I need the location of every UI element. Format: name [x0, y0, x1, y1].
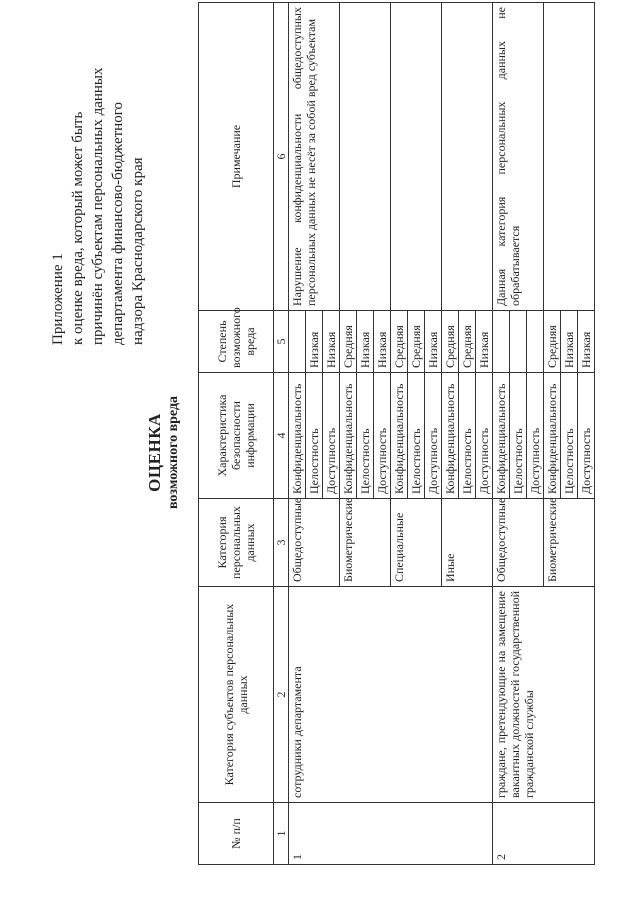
appendix-line: Приложение 1 [50, 253, 66, 345]
security-characteristic: Доступность [476, 373, 493, 499]
security-characteristic: Доступность [425, 373, 442, 499]
harm-degree: Средняя [340, 311, 357, 373]
security-characteristic: Целостность [306, 373, 323, 499]
data-category: Общедоступные [289, 499, 340, 587]
harm-degree: Средняя [459, 311, 476, 373]
appendix-line: причинён субъектам персональных данных [90, 67, 106, 345]
document-subtitle: возможного вреда [166, 395, 181, 510]
data-category: Биометрические [340, 499, 391, 587]
subject-category: сотрудники департамента [289, 587, 493, 803]
note [442, 3, 493, 311]
note: Нарушение конфиденциальности общедоступных персональных данных не несёт за собой вред субъектам [289, 3, 340, 311]
harm-degree: Средняя [544, 311, 561, 373]
harm-degree: Низкая [306, 311, 323, 373]
appendix-line: надзора Краснодарского края [130, 157, 146, 345]
table-body [274, 3, 595, 865]
appendix-header [48, 5, 148, 345]
header-cell: № п/п [199, 803, 274, 865]
column-number: 6 [274, 3, 289, 311]
data-category: Общедоступные [493, 499, 544, 587]
column-number-row [274, 3, 289, 865]
security-characteristic: Целостность [459, 373, 476, 499]
note [340, 3, 391, 311]
column-number: 5 [274, 311, 289, 373]
security-characteristic: Целостность [510, 373, 527, 499]
row-number: 1 [289, 803, 493, 865]
security-characteristic: Целостность [561, 373, 578, 499]
note [391, 3, 442, 311]
column-number: 3 [274, 499, 289, 587]
security-characteristic: Конфиденциальность [340, 373, 357, 499]
harm-degree [527, 311, 544, 373]
harm-degree: Средняя [391, 311, 408, 373]
security-characteristic: Конфиденциальность [289, 373, 306, 499]
appendix-line: к оценке вреда, который может быть [70, 111, 86, 345]
harm-degree [510, 311, 527, 373]
header-cell: Категория субъектов персональных данных [199, 587, 274, 803]
security-characteristic: Доступность [578, 373, 595, 499]
note [544, 3, 595, 311]
table-header-row [199, 3, 274, 865]
column-number: 2 [274, 587, 289, 803]
harm-assessment-table [198, 2, 595, 865]
security-characteristic: Доступность [323, 373, 340, 499]
harm-degree: Низкая [357, 311, 374, 373]
data-category: Биометрические [544, 499, 595, 587]
harm-degree: Средняя [408, 311, 425, 373]
security-characteristic: Конфиденциальность [493, 373, 510, 499]
subject-category: граждане, претендующие на замещение вакантных должностей государственной гражданской службы [493, 587, 595, 803]
data-category: Специальные [391, 499, 442, 587]
harm-degree: Низкая [425, 311, 442, 373]
security-characteristic: Доступность [527, 373, 544, 499]
row-number: 2 [493, 803, 595, 865]
column-number: 1 [274, 803, 289, 865]
header-cell: Степень возможного вреда [199, 311, 274, 373]
harm-degree: Низкая [578, 311, 595, 373]
column-number: 4 [274, 373, 289, 499]
security-characteristic: Конфиденциальность [442, 373, 459, 499]
security-characteristic: Доступность [374, 373, 391, 499]
harm-degree [493, 311, 510, 373]
harm-degree [289, 311, 306, 373]
harm-degree: Средняя [442, 311, 459, 373]
document-title: ОЦЕНКА [145, 413, 164, 492]
header-cell: Характеристика безопасности информации [199, 373, 274, 499]
table-row [493, 3, 510, 865]
note: Данная категория персональных данных не обрабатывается [493, 3, 544, 311]
security-characteristic: Конфиденциальность [544, 373, 561, 499]
header-cell: Примечание [199, 3, 274, 311]
security-characteristic: Конфиденциальность [391, 373, 408, 499]
security-characteristic: Целостность [408, 373, 425, 499]
harm-degree: Низкая [561, 311, 578, 373]
data-category: Иные [442, 499, 493, 587]
appendix-line: департамента финансово-бюджетного [110, 102, 126, 345]
table-row [289, 3, 306, 865]
header-cell: Категория персональных данных [199, 499, 274, 587]
harm-degree: Низкая [374, 311, 391, 373]
harm-degree: Низкая [476, 311, 493, 373]
security-characteristic: Целостность [357, 373, 374, 499]
harm-degree: Низкая [323, 311, 340, 373]
